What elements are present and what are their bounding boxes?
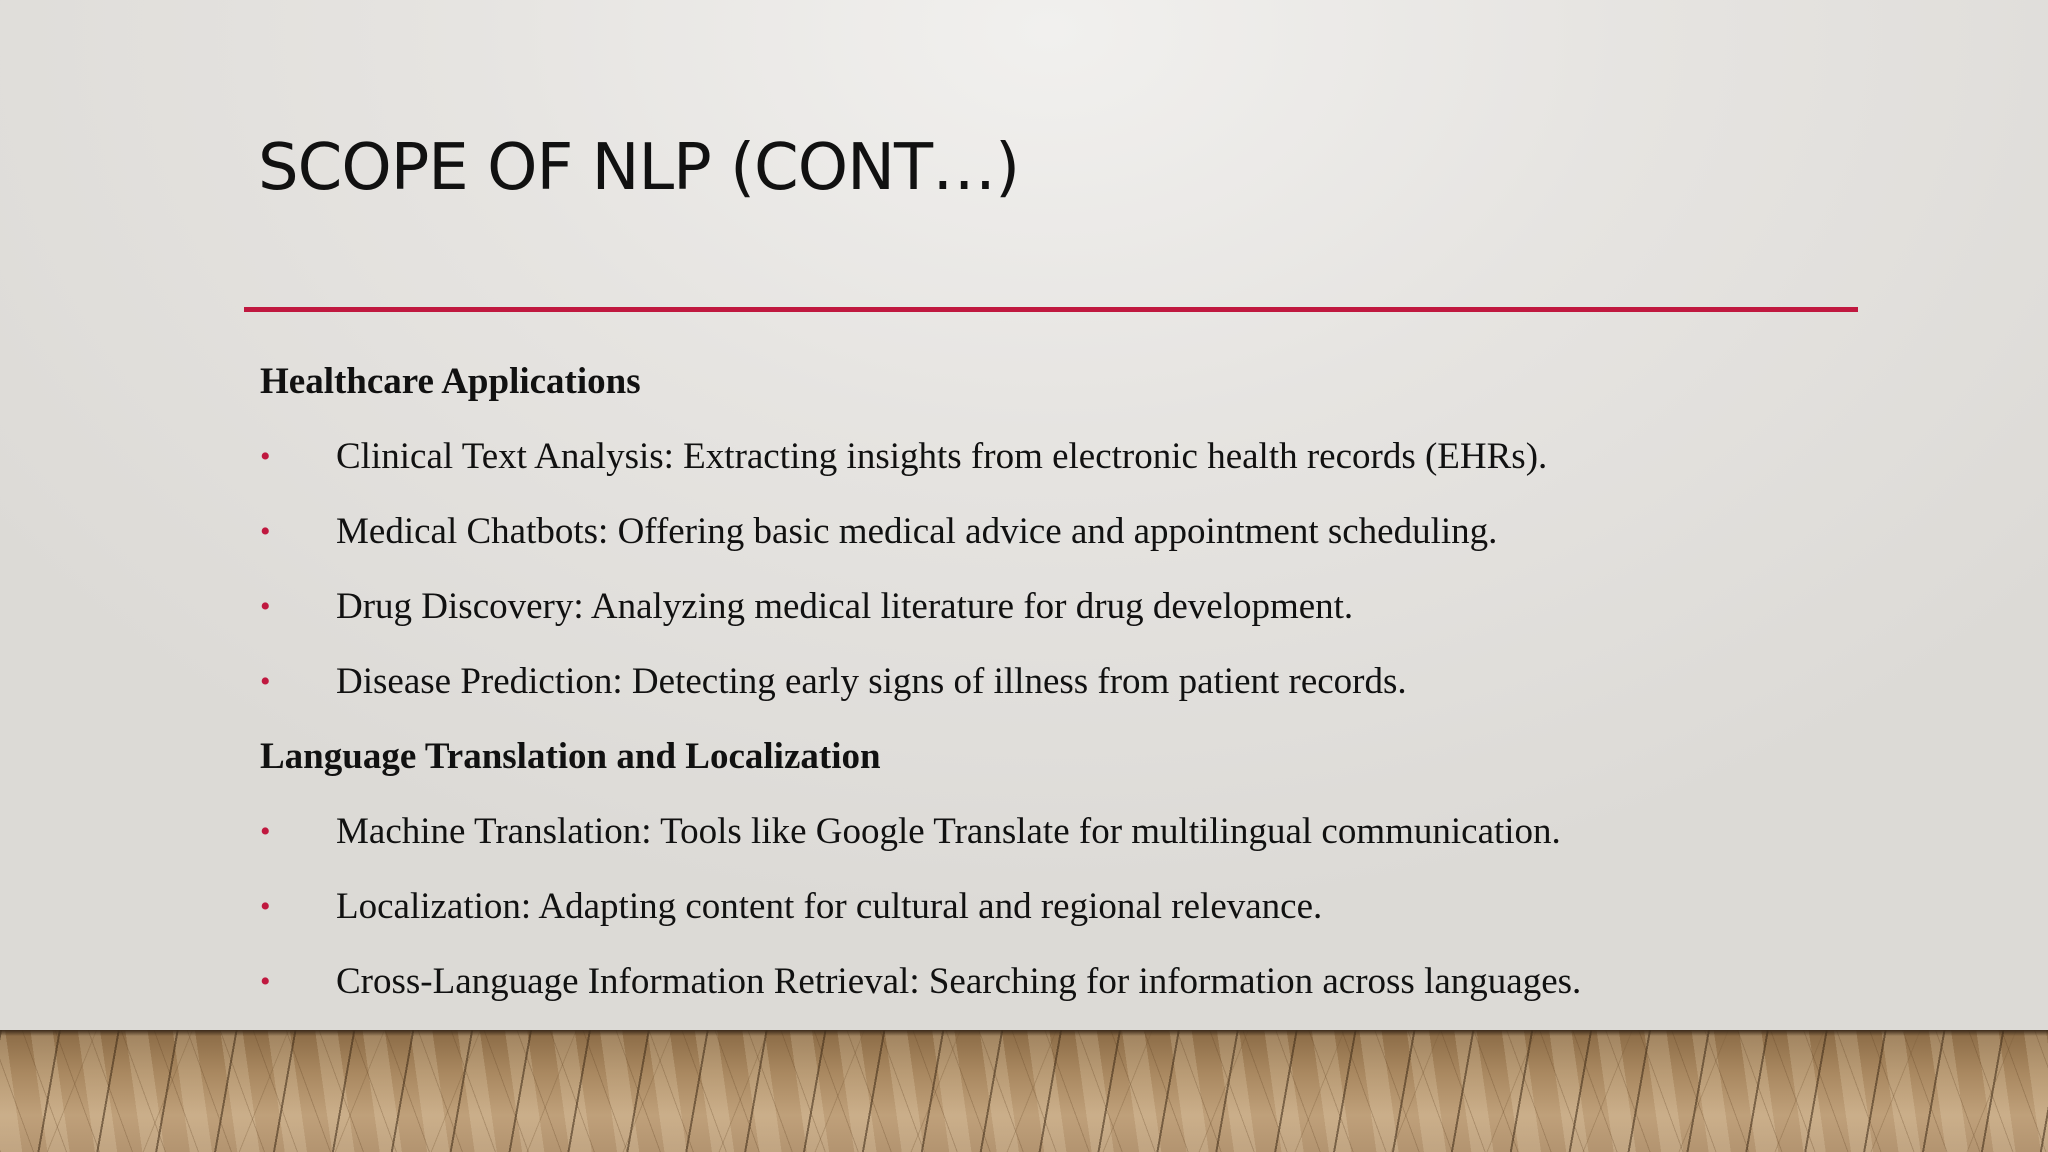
title-divider [244, 307, 1858, 312]
bullet-item [260, 656, 1900, 731]
bullet-item [260, 581, 1900, 656]
bullet-text: Cross-Language Information Retrieval: Searching for information across languages. [336, 961, 1582, 1002]
bullet-text: Machine Translation: Tools like Google Translate for multilingual communication. [336, 811, 1561, 852]
bullet-icon: • [260, 515, 271, 548]
bullet-text: Localization: Adapting content for cultural and regional relevance. [336, 886, 1323, 927]
bullet-icon: • [260, 815, 271, 848]
bullet-item [260, 881, 1900, 956]
bullet-icon: • [260, 590, 271, 623]
bullet-text: Disease Prediction: Detecting early signs of illness from patient records. [336, 661, 1407, 702]
bullet-text: Drug Discovery: Analyzing medical literature for drug development. [336, 586, 1354, 627]
bullet-icon: • [260, 665, 271, 698]
bullet-item [260, 956, 1900, 1031]
bullet-icon: • [260, 965, 271, 998]
slide-content [260, 356, 1900, 1031]
wood-grain-texture [0, 1030, 2048, 1152]
floor-shadow-edge [0, 1030, 2048, 1036]
bullet-item [260, 506, 1900, 581]
section-heading-translation: Language Translation and Localization [260, 736, 881, 777]
slide-title: SCOPE OF NLP (CONT…) [258, 131, 1020, 205]
bullet-icon: • [260, 440, 271, 473]
bullet-item [260, 806, 1900, 881]
bullet-text: Clinical Text Analysis: Extracting insights from electronic health records (EHRs). [336, 436, 1548, 477]
wood-floor-background [0, 1030, 2048, 1152]
section-heading-healthcare: Healthcare Applications [260, 361, 641, 402]
bullet-icon: • [260, 890, 271, 923]
bullet-text: Medical Chatbots: Offering basic medical advice and appointment scheduling. [336, 511, 1498, 552]
bullet-item [260, 431, 1900, 506]
